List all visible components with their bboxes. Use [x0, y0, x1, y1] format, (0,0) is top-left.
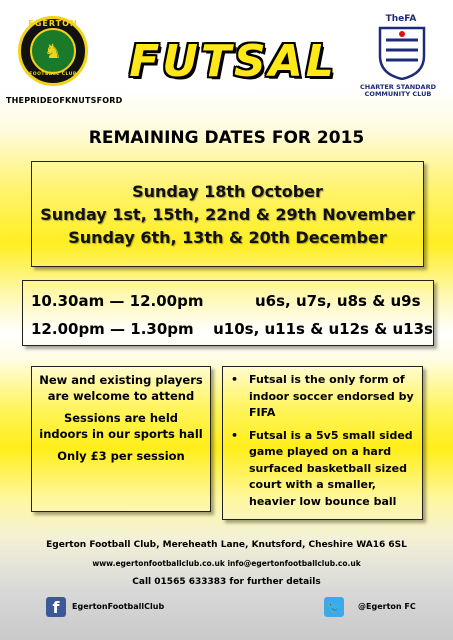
twitter-link[interactable]: @Egerton FC — [358, 602, 416, 611]
sessions-box — [22, 280, 434, 346]
facebook-icon[interactable]: f — [46, 597, 66, 617]
bullet-icon: • — [231, 428, 239, 442]
twitter-icon[interactable]: 🐦 — [324, 597, 344, 617]
club-address: Egerton Football Club, Mereheath Lane, Knutsford, Cheshire WA16 6SL — [46, 540, 407, 550]
date-line: Sunday 6th, 13th & 20th December — [68, 227, 387, 247]
session-ages: u10s, u11s & u12s & u13s — [213, 320, 433, 338]
lion-icon: ♞ — [30, 28, 76, 74]
info-box-left — [31, 366, 211, 512]
page-title: FUTSAL — [129, 36, 337, 87]
fa-caption — [348, 84, 448, 99]
info-box-right — [222, 366, 423, 520]
info-text: Sessions are held indoors in our sports hall — [39, 411, 203, 441]
crest-top-text: EGERTON — [28, 19, 78, 28]
club-tagline: THEPRIDEOFKNUTSFORD — [6, 96, 123, 105]
list-item — [231, 372, 416, 422]
info-text: Only £3 per session — [57, 449, 185, 463]
fa-caption-line1: CHARTER STANDARD — [359, 83, 436, 91]
dates-heading: REMAINING DATES FOR 2015 — [88, 128, 365, 148]
dates-box — [31, 161, 424, 267]
session-row — [31, 315, 433, 343]
bullet-icon: • — [231, 373, 239, 386]
session-ages: u6s, u7s, u8s & u9s — [255, 292, 421, 310]
session-time: 10.30am — 12.00pm — [31, 292, 204, 310]
facebook-link[interactable]: EgertonFootballClub — [72, 602, 165, 611]
bullet-text: Futsal is a 5v5 small sided game played on a hard surfaced basketball sized court with a smaller, heavier low bounce ball — [249, 428, 413, 508]
list-item — [231, 428, 416, 511]
fa-shield-icon — [378, 26, 426, 80]
date-line: Sunday 18th October — [132, 181, 323, 201]
fa-name: TheFA — [385, 14, 417, 24]
fa-caption-line2: COMMUNITY CLUB — [364, 90, 432, 99]
crest-bottom-text: FOOTBALL CLUB — [29, 72, 77, 77]
session-row — [31, 287, 433, 315]
bullet-text: Futsal is the only form of indoor soccer endorsed by FIFA — [249, 373, 414, 419]
info-text: New and existing players are welcome to attend — [39, 373, 203, 403]
date-line: Sunday 1st, 15th, 22nd & 29th November — [40, 204, 415, 224]
web-and-email-link[interactable]: www.egertonfootballclub.co.uk info@egertonfootballclub.co.uk — [92, 559, 361, 568]
phone-text: Call 01565 633383 for further details — [132, 577, 321, 587]
session-time: 12.00pm — 1.30pm — [31, 320, 194, 338]
